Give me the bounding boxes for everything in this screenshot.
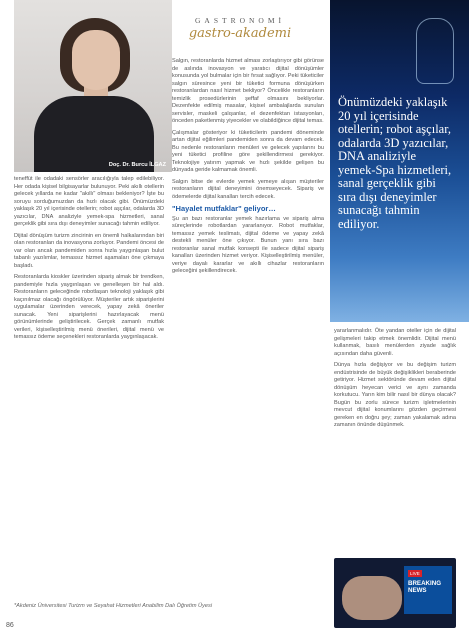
author-footnote: *Akdeniz Üniversitesi Turizm ve Seyahat Hizmetleri Anabilim Dalı Öğretim Üyesi bbox=[14, 603, 213, 609]
brand-script: gastro-akademi bbox=[188, 26, 292, 41]
page-number: 86 bbox=[6, 622, 14, 629]
paragraph: teneffüt ile odadaki sensörler aracılığıyla talep edilebiliyor. Her odada kişisel bilgisayarlar bulunuyor. Peki akıllı otellerin gelecek yıllarda ne kadar "akıllı" olması bekleniyor? İşte bu soruyu sorduğumuzdan da hızlı olacak gibi. Önümüzdeki yaklaşık 20 yıl içerisinde otellerin; robot aşçılar, odalarda 3D yazıcılar, DNA analiziyle yemek-spa hizmetleri, sanal gerçeklik gibi sıra dışı deneyimler sunacağı tahmin ediliyor. bbox=[14, 176, 164, 227]
photo-caption: Doç. Dr. Burcu İLGAZ bbox=[108, 162, 166, 168]
portrait-jacket bbox=[34, 96, 154, 172]
article-column-1 bbox=[14, 176, 164, 346]
brand-top: GASTRONOMİ bbox=[194, 16, 285, 25]
article-column-2 bbox=[172, 58, 324, 280]
paragraph: yararlanmalıdır. Öte yandan oteller için de dijital gelişmeleri takip etmek önemlidir. Dijital menü kullanmak, basılı menülerden ziyade sağlık açısından daha güvenli. bbox=[334, 328, 456, 357]
hero-image bbox=[330, 0, 469, 322]
paragraph: Salgın, restoranlarda hizmet alması zorlaştırıyor gibi görünse de aslında inovasyon ve yaratıcı dijital dönüşümler konusunda yol bulmalar için bir fırsat sağlıyor. Peki tüketiciler salgın süresince yeni bir tüketici formuna dönüşürken restoranlardan nasıl hizmet bekliyor? Öncelikle restoranların temizlik prosedürlerinin şeffaf olmasını bekliyorlar. Dezenfekte edilmiş masalar, kişisel ambalajlarda sunulan servisler, maskeli çalışanlar, el dezenfektan istasyonları, önceden paketlenmiş yiyecekler ve olabildiğince dijital temas. bbox=[172, 58, 324, 124]
breaking-news-image bbox=[334, 558, 456, 628]
breaking-news-label: BREAKING NEWS bbox=[408, 580, 442, 594]
pull-quote: Önümüzdeki yaklaşık 20 yıl içerisinde otellerin; robot aşçılar, odalarda 3D yazıcılar, DNA analiziyle yemek-Spa hizmetleri, sanal gerçeklik gibi sıra dışı deneyimler sunacağı tahmin ediliyor. bbox=[338, 95, 452, 231]
article-column-3 bbox=[334, 328, 456, 434]
paragraph: Salgın bitse de evlerde yemek yemeye alışan müşteriler restoranların dijital deneyimini önemseyecek. Sipariş ve ödemelerde dijital kanalları tercih edecek. bbox=[172, 178, 324, 200]
hands-graphic bbox=[342, 576, 402, 620]
robot-hand-graphic bbox=[416, 18, 454, 84]
paragraph: Dijital dönüşüm turizm zincirinin en önemli halkalarından biri olan restoranları da inovasyona zorluyor. Pandemi öncesi de var olan ancak pandemiden sonra hızla yaygınlaşan bulut tabanlı yazılımlar, temassız hizmet aşamaları öne çıkmaya başladı. bbox=[14, 232, 164, 269]
section-heading: "Hayalet mutfaklar" geliyor… bbox=[172, 204, 276, 213]
magazine-brand bbox=[172, 16, 308, 41]
author-photo bbox=[14, 0, 172, 172]
paragraph: Şu an bazı restoranlar yemek hazırlama ve sipariş alma süreçlerinde robotlardan yararlanıyor. Robot mutfaklar, temassız yemek teslimatı, dijital ödeme ve yapay zekâ destekli menüler öne çıkıyor. Bunun yanı sıra bazı restoranlar sanal mutfak konsepti ile sadece dijital sipariş kanalları üzerinden hizmet veriyor. Kişiselleştirilmiş menüler, veriye dayalı kararlar ve akıllı cihazlar restoranların geleceğini şekillendirecek. bbox=[172, 215, 324, 274]
live-badge: LIVE bbox=[410, 571, 420, 576]
paragraph: Çalışmalar gösteriyor ki tüketicilerin pandemi döneminde artan dijital eğilimleri pandemiden sonra da devam edecek. Bu nedenle restoranların menüleri ve gelecek yapılarını bu yeni tüketici profiline göre şekillendirmesi gerekiyor. Teknolojiye yatırım yapmak ve hızlı şekilde gelişen bu dünyada geride kalmamak önemli. bbox=[172, 129, 324, 173]
paragraph: Dünya hızla değişiyor ve bu değişim turizm endüstrisinde de büyük değişiklikleri beraberinde getiriyor. Hizmet sektöründe devam eden dijital dönüşüm heyecan verici ve aynı zamanda korkutucu. Yarın kim bilir nasıl bir dünya olacak? Bugün bu zorlu sürece turizm işletmelerinin mevcut dijital konumlarını gözden geçirmesi gereken en doğru şey; zaman yakalamak adına zamanın önünde düşünmek. bbox=[334, 362, 456, 428]
paragraph: Restoranlarda kioskler üzerinden sipariş almak bir trendken, pandemiyle hızla yaygınlaşan ve genelleşen bir hal aldı. Restoranların geleceğinde robotlaşan teknoloji yaklaşık gibi kaçınılmaz olacağı öngörülüyor. Müşteriler artık siparişlerini uygulamalar üzerinden verecek, yapay zekâ öneriler sunacak. Yeni siparişlerini hazırlayacak menü görünümlerinde geliştirilecek. Gerçek zamanlı mutfak verileri, kişiselleştirilmiş menü önerileri, dijital menü ve temassız ödeme seçenekleri restoranlarda yaygınlaşacak. bbox=[14, 274, 164, 340]
portrait-face bbox=[72, 30, 120, 90]
